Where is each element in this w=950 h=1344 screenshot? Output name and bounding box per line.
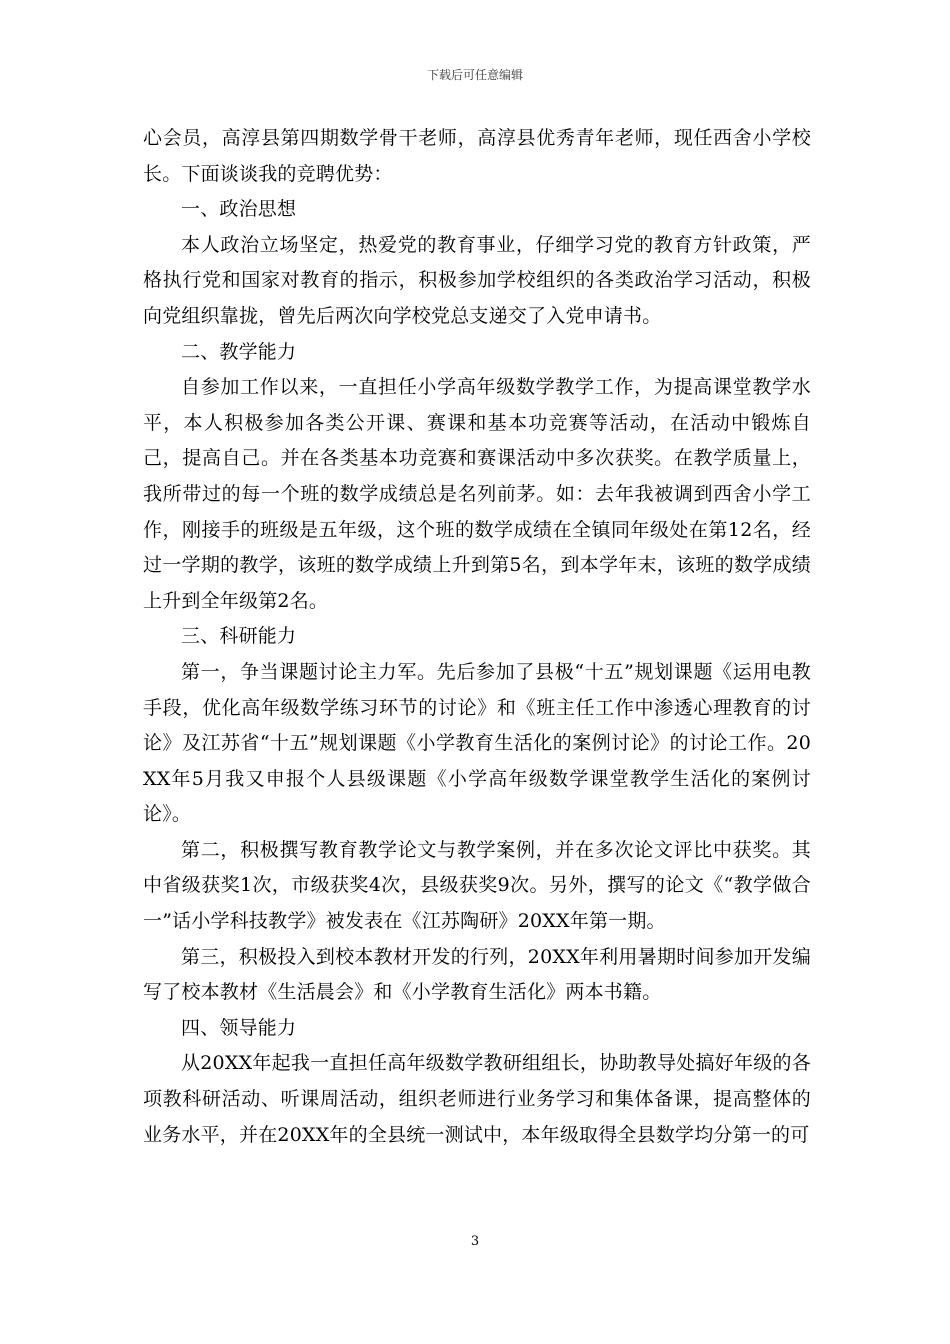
section-heading-leadership: 四、领导能力: [181, 1016, 297, 1039]
paragraph: 从20XX年起我一直担任高年级数学教研组组长，协助教导处搞好年级的各项教科研活动、听课周活动，组织老师进行业务学习和集体备课，提高整体的业务水平，并在20XX年的全县统一测试中，本年级取得全县数学均分第一的可: [143, 1052, 811, 1146]
section-heading-politics: 一、政治思想: [181, 198, 297, 221]
section-heading-teaching: 二、教学能力: [181, 340, 297, 363]
page-header: 下载后可任意编辑: [426, 68, 523, 82]
section-heading-research: 三、科研能力: [181, 625, 297, 648]
paragraph: 自参加工作以来，一直担任小学高年级数学教学工作，为提高课堂教学水平，本人积极参加各类公开课、赛课和基本功竞赛等活动，在活动中锻炼自己，提高自己。并在各类基本功竞赛和赛课活动中多次获奖。在教学质量上，我所带过的每一个班的数学成绩总是名列前茅。如：去年我被调到西舍小学工作，刚接手的班级是五年级，这个班的数学成绩在全镇同年级处在第12名，经过一学期的教学，该班的数学成绩上升到第5名，到本学年末，该班的数学成绩上升到全年级第2名。: [143, 376, 811, 612]
page-number: 3: [470, 1234, 480, 1249]
paragraph: 心会员，高淳县第四期数学骨干老师，高淳县优秀青年老师，现任西舍小学校长。下面谈谈我的竞聘优势：: [143, 127, 811, 185]
document-body: [143, 121, 811, 1153]
paragraph: 本人政治立场坚定，热爱党的教育事业，仔细学习党的教育方针政策，严格执行党和国家对教育的指示，积极参加学校组织的各类政治学习活动，积极向党组织靠拢，曾先后两次向学校党总支递交了入党申请书。: [143, 233, 811, 327]
paragraph: 第二，积极撰写教育教学论文与教学案例，并在多次论文评比中获奖。其中省级获奖1次，市级获奖4次，县级获奖9次。另外，撰写的论文《“教学做合一”话小学科技教学》被发表在《江苏陶研》20XX年第一期。: [143, 838, 811, 933]
paragraph: 第三，积极投入到校本教材开发的行列，20XX年利用暑期时间参加开发编写了校本教材《生活晨会》和《小学教育生活化》两本书籍。: [143, 945, 811, 1004]
paragraph: 第一，争当课题讨论主力军。先后参加了县极“十五”规划课题《运用电教手段，优化高年级数学练习环节的讨论》和《班主任工作中渗透心理教育的讨论》及江苏省“十五”规划课题《小学教育生活化的案例讨论》的讨论工作。20XX年5月我又申报个人县级课题《小学高年级数学课堂教学生活化的案例讨论》。: [143, 660, 811, 826]
